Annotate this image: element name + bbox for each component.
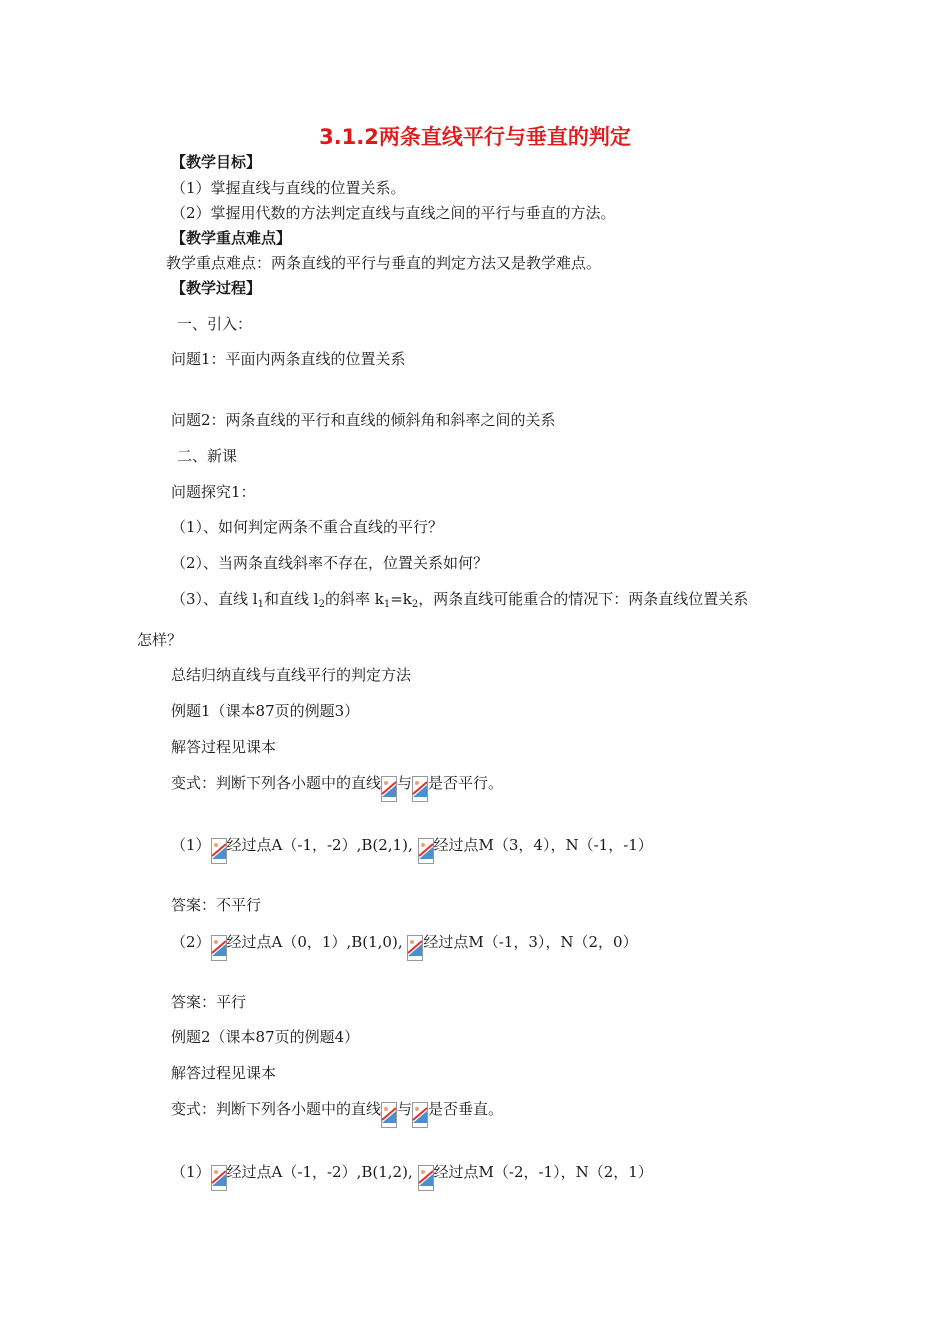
broken-image-icon	[211, 935, 227, 961]
broken-image-icon	[412, 1102, 428, 1128]
variant-1: 变式：判断下列各小题中的直线 与 是否平行。	[171, 773, 503, 802]
explore-item: （2）、当两条直线斜率不存在，位置关系如何？	[171, 554, 489, 572]
broken-image-icon	[407, 935, 423, 961]
broken-image-icon	[412, 776, 428, 802]
variant-1-item-2: （2） 经过点A（0，1）,B(1,0), 经过点M（-1，3），N（2，0）	[171, 932, 638, 961]
broken-image-icon	[211, 1165, 227, 1191]
example-1-solution: 解答过程见课本	[171, 738, 277, 756]
keypoints-heading: 【教学重点难点】	[171, 229, 292, 247]
objectives-heading: 【教学目标】	[171, 153, 262, 171]
answer-2: 答案：平行	[171, 993, 247, 1011]
explore-item-3-continued: 怎样？	[137, 631, 183, 649]
example-2: 例题2（课本87页的例题4）	[171, 1028, 360, 1046]
question-2: 问题2：两条直线的平行和直线的倾斜角和斜率之间的关系	[171, 411, 556, 429]
broken-image-icon	[418, 1165, 434, 1191]
explore-item-3: （3）、直线 $l_1$和直线 $l_2$的斜率 $k_1=k_2$，两条直线可能重合的情况下：两条直线位置关系	[171, 590, 749, 610]
objective-item: （1）掌握直线与直线的位置关系。	[171, 179, 406, 197]
broken-image-icon	[418, 838, 434, 864]
summary-text: 总结归纳直线与直线平行的判定方法	[171, 666, 412, 684]
example-1: 例题1（课本87页的例题3）	[171, 702, 360, 720]
broken-image-icon	[381, 776, 397, 802]
question-1: 问题1：平面内两条直线的位置关系	[171, 350, 406, 368]
variant-2: 变式：判断下列各小题中的直线 与 是否垂直。	[171, 1099, 503, 1128]
explore-heading: 问题探究1：	[171, 483, 256, 501]
broken-image-icon	[211, 838, 227, 864]
document-title: 3.1.2两条直线平行与垂直的判定	[319, 125, 631, 149]
broken-image-icon	[381, 1102, 397, 1128]
example-2-solution: 解答过程见课本	[171, 1064, 277, 1082]
section-newlesson: 二、新课	[177, 447, 238, 465]
objective-item: （2）掌握用代数的方法判定直线与直线之间的平行与垂直的方法。	[171, 204, 616, 222]
answer-1: 答案：不平行	[171, 896, 262, 914]
keypoints-text: 教学重点难点：两条直线的平行与垂直的判定方法又是教学难点。	[166, 254, 602, 272]
explore-item: （1）、如何判定两条不重合直线的平行？	[171, 518, 444, 536]
section-intro: 一、引入：	[177, 315, 253, 333]
variant-1-item-1: （1） 经过点A（-1，-2）,B(2,1), 经过点M（3，4），N（-1，-1）	[171, 835, 653, 864]
process-heading: 【教学过程】	[171, 279, 262, 297]
variant-2-item-1: （1） 经过点A（-1，-2）,B(1,2), 经过点M（-2，-1），N（2，1）	[171, 1162, 653, 1191]
